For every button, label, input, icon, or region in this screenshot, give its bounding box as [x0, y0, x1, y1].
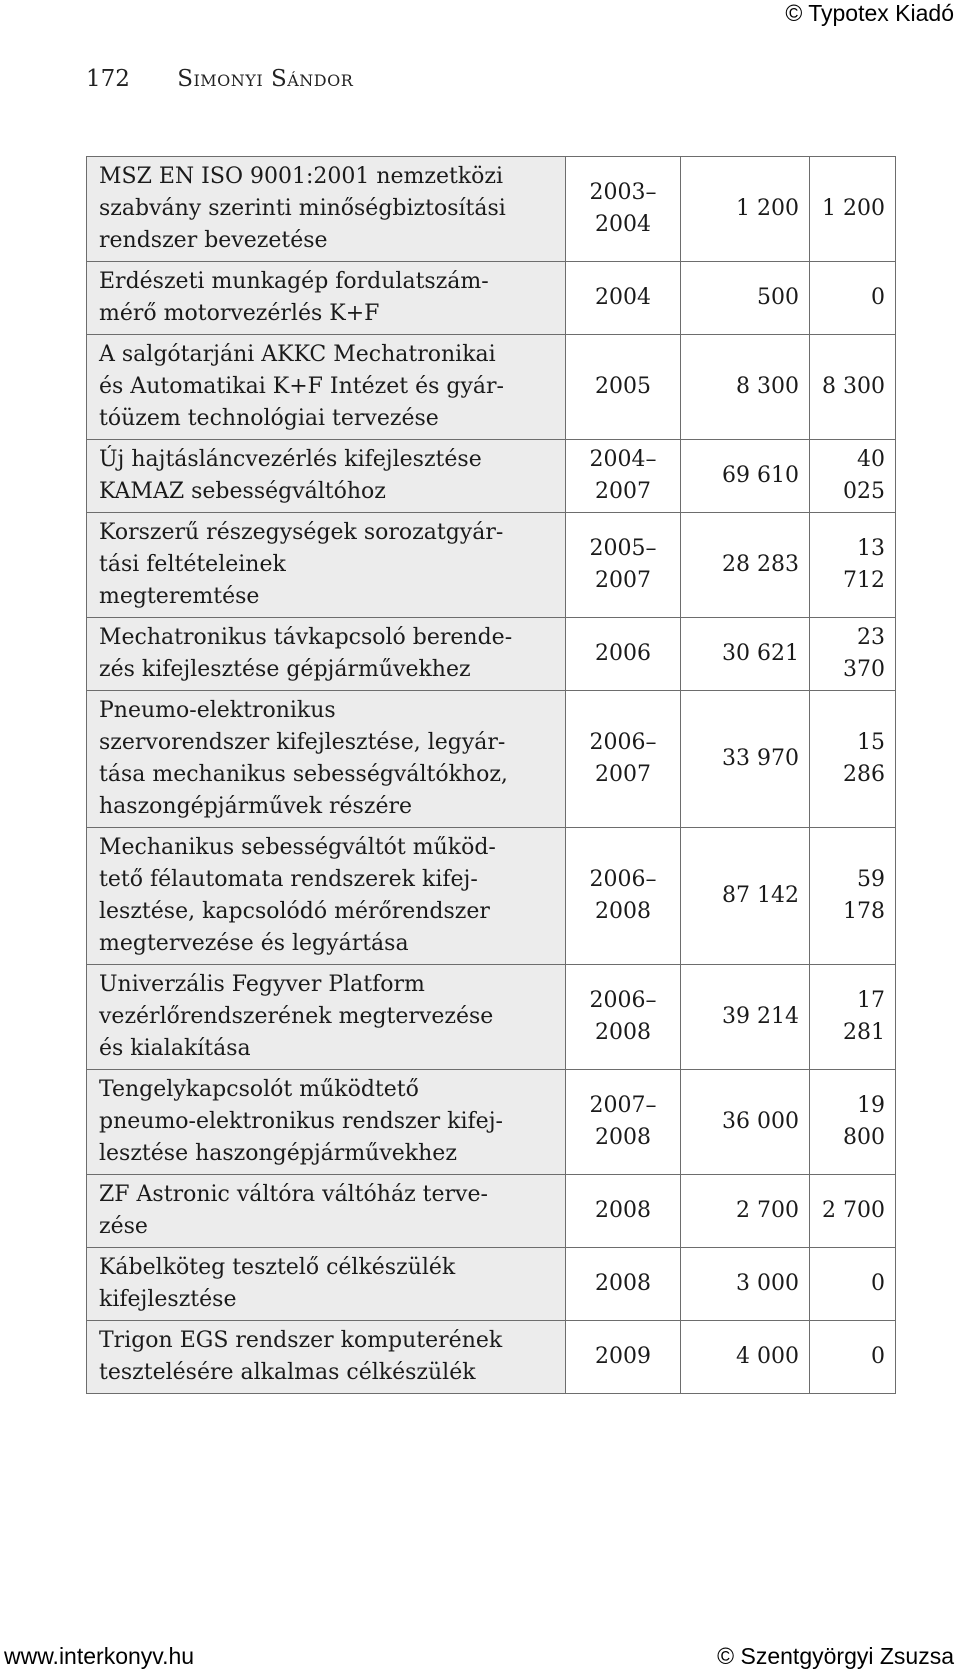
- footer-website: www.interkonyv.hu: [4, 1643, 195, 1669]
- table-row: [87, 335, 896, 440]
- table-row: [87, 1175, 896, 1248]
- project-value-2: 19 800: [810, 1070, 896, 1175]
- table-row: [87, 262, 896, 335]
- project-value-1: 2 700: [681, 1175, 810, 1248]
- author-name: Simonyi Sándor: [177, 66, 354, 92]
- project-value-2: 23 370: [810, 618, 896, 691]
- project-table-body: [87, 157, 896, 1394]
- project-years: 2009: [566, 1321, 681, 1394]
- project-description: Tengelykapcsolót működtető pneumo-elektronikus rendszer kifej- lesztése haszongépjárművekhez: [87, 1070, 566, 1175]
- project-description: Új hajtásláncvezérlés kifejlesztése KAMAZ sebességváltóhoz: [87, 440, 566, 513]
- project-description: Kábelköteg tesztelő célkészülék kifejlesztése: [87, 1248, 566, 1321]
- project-value-1: 28 283: [681, 513, 810, 618]
- table-row: [87, 965, 896, 1070]
- table-row: [87, 1070, 896, 1175]
- project-years: 2007– 2008: [566, 1070, 681, 1175]
- project-value-1: 33 970: [681, 691, 810, 828]
- project-years: 2006– 2007: [566, 691, 681, 828]
- project-value-2: 0: [810, 262, 896, 335]
- project-years: 2006: [566, 618, 681, 691]
- project-value-2: 0: [810, 1321, 896, 1394]
- project-description: MSZ EN ISO 9001:2001 nemzetközi szabvány szerinti minőségbiztosítási rendszer bevezetése: [87, 157, 566, 262]
- project-years: 2006– 2008: [566, 828, 681, 965]
- project-years: 2005: [566, 335, 681, 440]
- project-value-2: 40 025: [810, 440, 896, 513]
- table-row: [87, 440, 896, 513]
- project-years: 2003– 2004: [566, 157, 681, 262]
- publisher-copyright: © Typotex Kiadó: [785, 0, 954, 26]
- project-value-1: 87 142: [681, 828, 810, 965]
- project-value-1: 4 000: [681, 1321, 810, 1394]
- project-value-1: 30 621: [681, 618, 810, 691]
- project-description: Mechatronikus távkapcsoló berende- zés kifejlesztése gépjárművekhez: [87, 618, 566, 691]
- project-value-1: 3 000: [681, 1248, 810, 1321]
- project-table: [86, 156, 896, 1394]
- project-value-2: 59 178: [810, 828, 896, 965]
- project-value-1: 8 300: [681, 335, 810, 440]
- project-description: Korszerű részegységek sorozatgyár- tási feltételeinek megteremtése: [87, 513, 566, 618]
- project-years: 2004– 2007: [566, 440, 681, 513]
- project-description: Trigon EGS rendszer komputerének tesztelésére alkalmas célkészülék: [87, 1321, 566, 1394]
- project-value-1: 39 214: [681, 965, 810, 1070]
- project-years: 2006– 2008: [566, 965, 681, 1070]
- footer-copyright: © Szentgyörgyi Zsuzsa: [717, 1643, 954, 1669]
- table-row: [87, 618, 896, 691]
- project-value-2: 2 700: [810, 1175, 896, 1248]
- project-years: 2008: [566, 1175, 681, 1248]
- page-number: 172: [86, 66, 130, 92]
- project-value-1: 500: [681, 262, 810, 335]
- project-value-1: 36 000: [681, 1070, 810, 1175]
- table-row: [87, 691, 896, 828]
- project-description: Erdészeti munkagép fordulatszám- mérő motorvezérlés K+F: [87, 262, 566, 335]
- table-row: [87, 828, 896, 965]
- project-description: A salgótarjáni AKKC Mechatronikai és Automatikai K+F Intézet és gyár- tóüzem technológiai tervezése: [87, 335, 566, 440]
- project-value-2: 15 286: [810, 691, 896, 828]
- project-value-1: 69 610: [681, 440, 810, 513]
- table-row: [87, 1321, 896, 1394]
- table-row: [87, 157, 896, 262]
- project-years: 2005– 2007: [566, 513, 681, 618]
- project-value-2: 13 712: [810, 513, 896, 618]
- project-years: 2008: [566, 1248, 681, 1321]
- project-value-2: 8 300: [810, 335, 896, 440]
- project-value-2: 0: [810, 1248, 896, 1321]
- project-description: ZF Astronic váltóra váltóház terve- zése: [87, 1175, 566, 1248]
- table-row: [87, 1248, 896, 1321]
- project-value-1: 1 200: [681, 157, 810, 262]
- project-value-2: 17 281: [810, 965, 896, 1070]
- table-row: [87, 513, 896, 618]
- project-years: 2004: [566, 262, 681, 335]
- project-description: Univerzális Fegyver Platform vezérlőrendszerének megtervezése és kialakítása: [87, 965, 566, 1070]
- project-description: Mechanikus sebességváltót működ- tető félautomata rendszerek kifej- lesztése, kapcsolódó mérőrendszer megtervezése és legyártása: [87, 828, 566, 965]
- running-head: [86, 66, 353, 92]
- project-description: Pneumo-elektronikus szervorendszer kifejlesztése, legyár- tása mechanikus sebességváltókhoz, haszongépjárművek részére: [87, 691, 566, 828]
- project-value-2: 1 200: [810, 157, 896, 262]
